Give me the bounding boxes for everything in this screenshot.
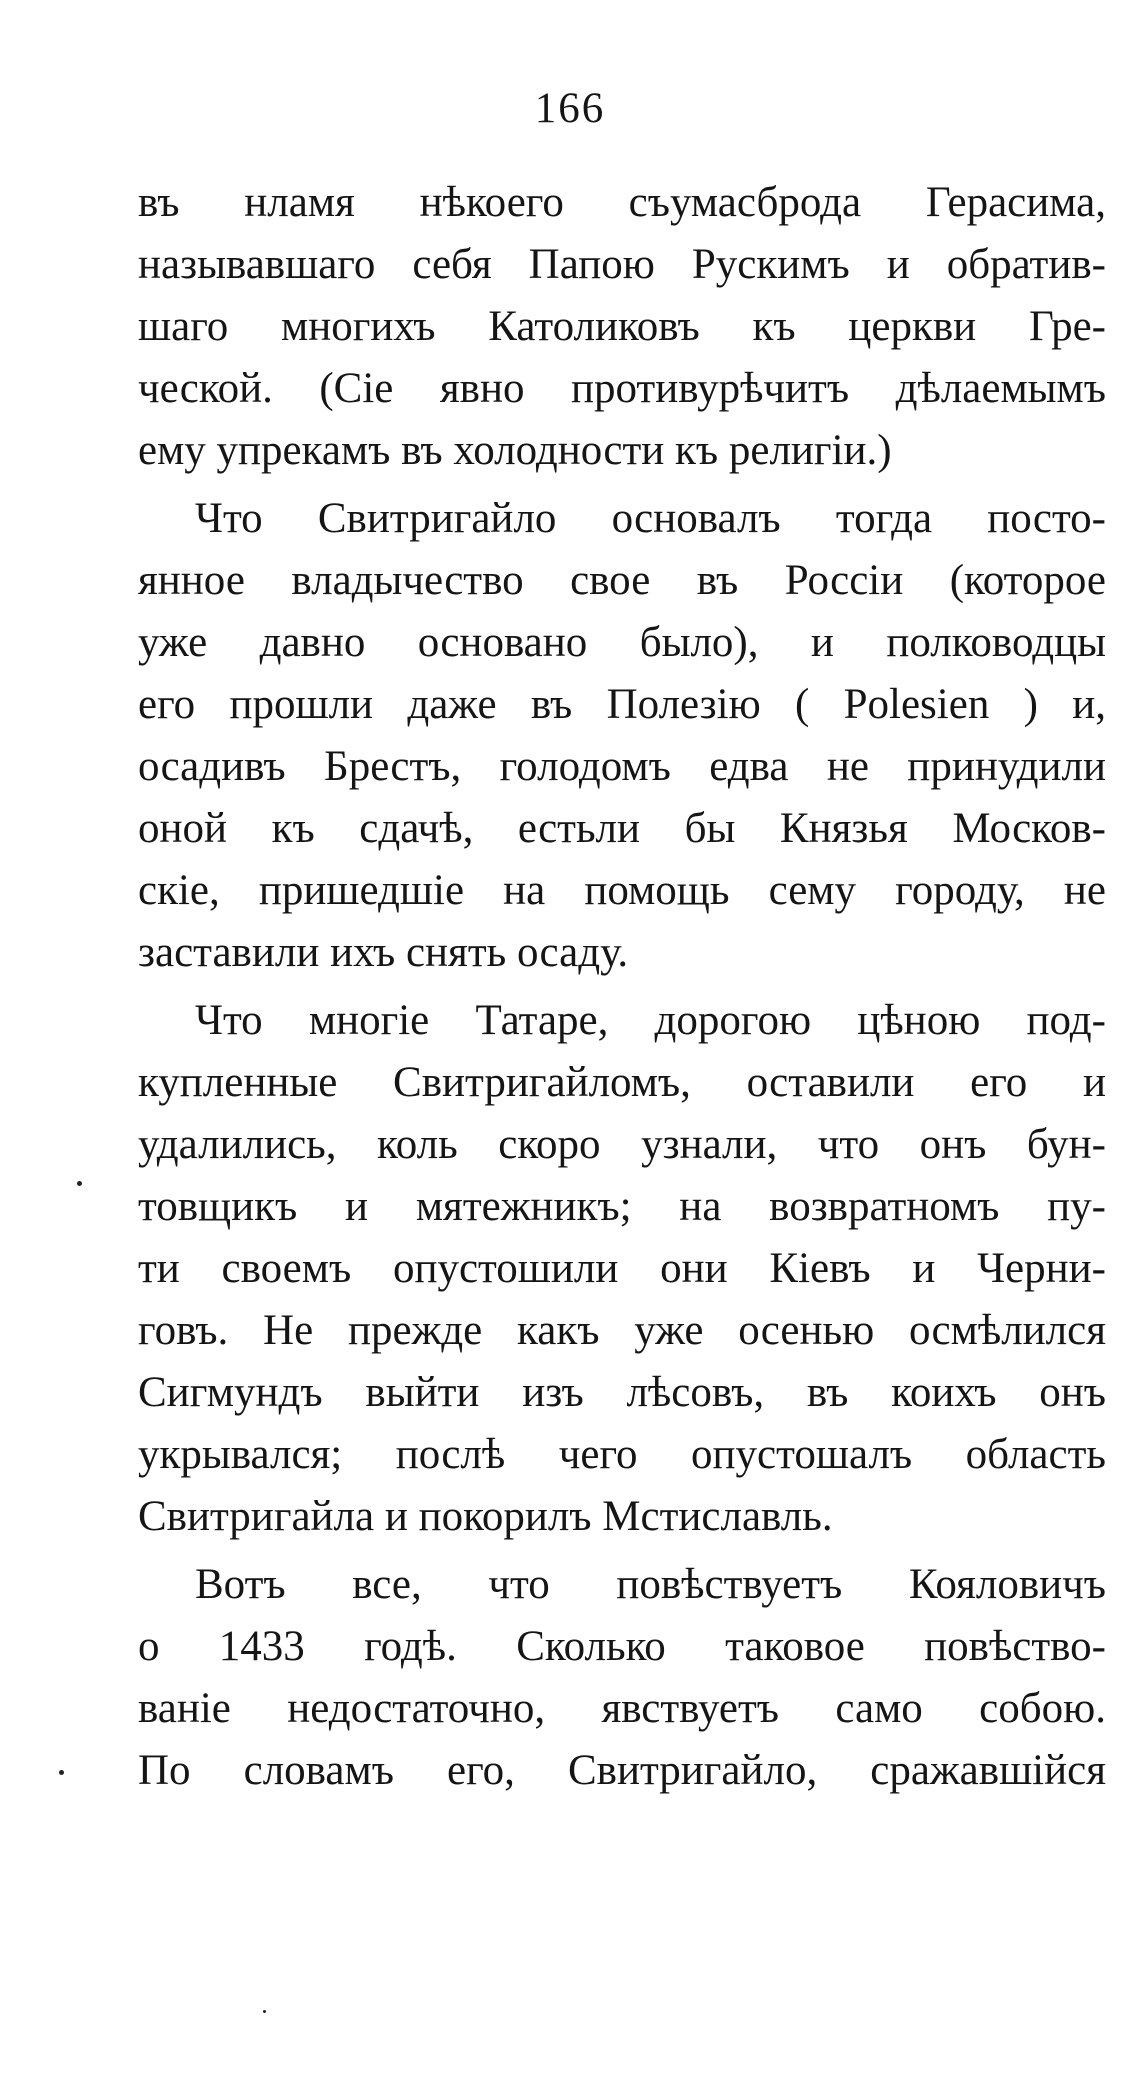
text-line: заставили ихъ снять осаду. bbox=[138, 929, 629, 976]
paragraph-start: Что многіе Татаре, дорогою цѣною под- bbox=[195, 997, 1106, 1044]
body-text bbox=[138, 172, 1106, 1802]
text-line: ческой. (Сіе явно противурѣчитъ дѣлаемымъ bbox=[138, 365, 1106, 412]
text-line: называвшаго себя Папою Рускимъ и обратив- bbox=[138, 241, 1106, 288]
text-line: говъ. Не прежде какъ уже осенью осмѣлился bbox=[138, 1307, 1106, 1354]
text-line: янное владычество свое въ Россіи (которое bbox=[138, 557, 1106, 604]
text-line: ваніе недостаточно, явствуетъ само собою. bbox=[138, 1685, 1106, 1732]
ink-speck bbox=[59, 1770, 64, 1775]
text-line: скіе, пришедшіе на помощь сему городу, не bbox=[138, 867, 1106, 914]
paragraph-start: Что Свитригайло основалъ тогда посто- bbox=[195, 495, 1106, 542]
text-line: Сигмундъ выйти изъ лѣсовъ, въ коихъ онъ bbox=[138, 1369, 1106, 1416]
text-line: шаго многихъ Католиковъ къ церкви Гре- bbox=[138, 303, 1106, 350]
text-line: укрывался; послѣ чего опустошалъ область bbox=[138, 1431, 1106, 1478]
text-line: товщикъ и мятежникъ; на возвратномъ пу- bbox=[138, 1183, 1106, 1230]
text-line: Свитригайла и покорилъ Мстиславль. bbox=[138, 1493, 833, 1540]
text-line: оной къ сдачѣ, естьли бы Князья Москов- bbox=[138, 805, 1106, 852]
text-line: удалились, коль скоро узнали, что онъ бун- bbox=[138, 1121, 1106, 1168]
page-number: 166 bbox=[534, 85, 606, 132]
text-line: его прошли даже въ Полезію ( Polesien ) и, bbox=[138, 681, 1106, 728]
text-line: осадивъ Брестъ, голодомъ едва не принудили bbox=[138, 743, 1106, 790]
text-line: купленные Свитригайломъ, оставили его и bbox=[138, 1059, 1106, 1106]
text-line: ему упрекамъ въ холодности къ религіи.) bbox=[138, 427, 892, 474]
paragraph-start: Вотъ все, что повѣствуетъ Кояловичъ bbox=[195, 1561, 1106, 1608]
text-line: уже давно основано было), и полководцы bbox=[138, 619, 1106, 666]
ink-speck bbox=[77, 1181, 82, 1186]
text-line: ти своемъ опустошили они Кіевъ и Черни- bbox=[138, 1245, 1106, 1292]
ink-speck bbox=[263, 2010, 266, 2013]
text-line: въ нламя нѣкоего съумасброда Герасима, bbox=[138, 179, 1106, 226]
text-line: о 1433 годѣ. Сколько таковое повѣство- bbox=[138, 1623, 1106, 1670]
text-line: По словамъ его, Свитригайло, сражавшійся bbox=[138, 1747, 1106, 1794]
